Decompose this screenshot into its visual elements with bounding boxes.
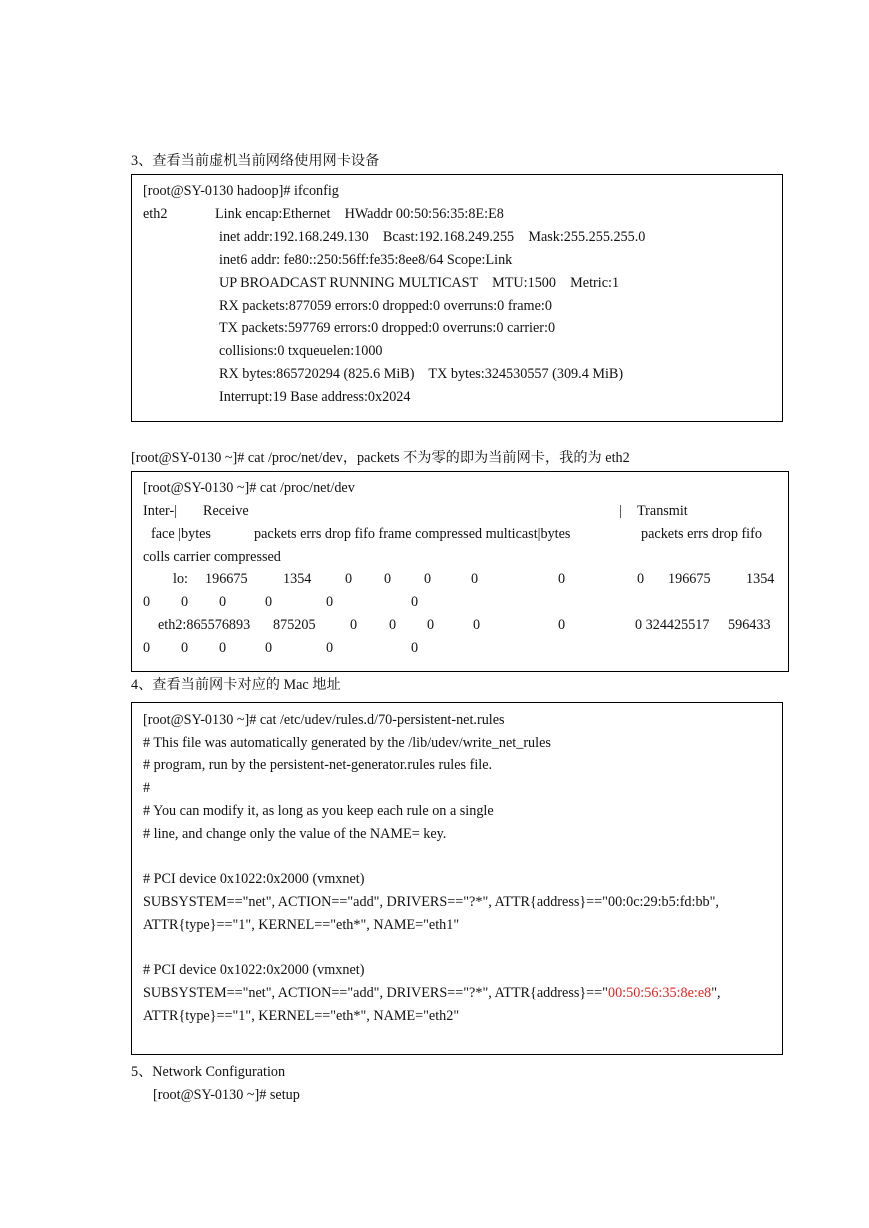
procnet-header-sep: | [619, 503, 622, 519]
ifconfig-line: inet6 addr: fe80::250:56ff:fe35:8ee8/64 Scope:Link [219, 252, 513, 268]
procnet-lo-cell: 1354 [746, 571, 775, 587]
rules-line: [root@SY-0130 ~]# cat /etc/udev/rules.d/70-persistent-net.rules [143, 712, 505, 728]
rule2-prefix: SUBSYSTEM=="net", ACTION=="add", DRIVERS=="?*", ATTR{address}==" [143, 985, 608, 1001]
procnet-eth2-cell: 0 [473, 617, 481, 633]
ifconfig-line: inet addr:192.168.249.130 Bcast:192.168.249.255 Mask:255.255.255.0 [219, 229, 646, 245]
rules-line: # program, run by the persistent-net-generator.rules rules file. [143, 757, 493, 773]
ifconfig-line: RX packets:877059 errors:0 dropped:0 overruns:0 frame:0 [219, 298, 552, 314]
rules-line: # This file was automatically generated by the /lib/udev/write_net_rules [143, 735, 551, 751]
procnet-lo2-cell: 0 [411, 594, 419, 610]
procnet-lo-cell: lo: [173, 571, 188, 587]
procnet-eth22-cell: 0 [265, 640, 273, 656]
rules-line-eth2 [143, 984, 721, 1002]
procnet-header2: face |bytes [151, 526, 211, 542]
procnet-lo-cell: 0 [345, 571, 353, 587]
procnet-lo2-cell: 0 [143, 594, 151, 610]
procnet-eth22-cell: 0 [411, 640, 419, 656]
procnet-eth2-cell: 596433 [728, 617, 771, 633]
procnet-header2: packets errs drop fifo [641, 526, 762, 542]
ifconfig-line: TX packets:597769 errors:0 dropped:0 overruns:0 carrier:0 [219, 320, 556, 336]
procnet-lo2-cell: 0 [219, 594, 227, 610]
section-5-heading: 5、Network Configuration [131, 1064, 286, 1080]
ifconfig-line: UP BROADCAST RUNNING MULTICAST MTU:1500 Metric:1 [219, 275, 620, 291]
procnet-lo2-cell: 0 [326, 594, 334, 610]
ifconfig-line: Interrupt:19 Base address:0x2024 [219, 389, 411, 405]
rules-line: # line, and change only the value of the NAME= key. [143, 826, 447, 842]
procnet-header-receive: Receive [203, 503, 249, 519]
procnet-header-transmit: Transmit [637, 503, 688, 519]
procnet-lo-cell: 0 [384, 571, 392, 587]
procnet-eth22-cell: 0 [143, 640, 151, 656]
procnet-eth2-cell: 0 [389, 617, 397, 633]
rule2-mac-address: 00:50:56:35:8e:e8 [607, 985, 712, 1001]
procnet-lo2-cell: 0 [181, 594, 189, 610]
procnet-eth22-cell: 0 [219, 640, 227, 656]
rules-line: ATTR{type}=="1", KERNEL=="eth*", NAME="eth1" [143, 917, 460, 933]
rule2-suffix: ", [711, 985, 721, 1001]
procnet-cmd: [root@SY-0130 ~]# cat /proc/net/dev [143, 480, 355, 496]
ifconfig-line: RX bytes:865720294 (825.6 MiB) TX bytes:324530557 (309.4 MiB) [219, 366, 624, 382]
procnet-lo-cell: 1354 [283, 571, 312, 587]
procnet-eth2-cell: 0 [558, 617, 566, 633]
rules-line: # You can modify it, as long as you keep each rule on a single [143, 803, 494, 819]
procnet-eth2-cell: eth2:865576893 [158, 617, 251, 633]
procnet-header3: colls carrier compressed [143, 549, 281, 565]
ifconfig-line: Link encap:Ethernet HWaddr 00:50:56:35:8E:E8 [215, 206, 504, 222]
procnet-lo-cell: 196675 [205, 571, 248, 587]
procnet-lo2-cell: 0 [265, 594, 273, 610]
procnet-header-inter: Inter-| [143, 503, 178, 519]
ifconfig-line: eth2 [143, 206, 168, 222]
setup-command: [root@SY-0130 ~]# setup [153, 1087, 300, 1103]
ifconfig-line: [root@SY-0130 hadoop]# ifconfig [143, 183, 339, 199]
rules-line: # PCI device 0x1022:0x2000 (vmxnet) [143, 962, 365, 978]
procnet-eth22-cell: 0 [181, 640, 189, 656]
rules-line: # PCI device 0x1022:0x2000 (vmxnet) [143, 871, 365, 887]
procnet-eth2-cell: 0 324425517 [635, 617, 710, 633]
section-3-heading: 3、查看当前虚机当前网络使用网卡设备 [131, 153, 380, 169]
rules-line: # [143, 780, 151, 796]
procnet-lo-cell: 0 [637, 571, 645, 587]
procnet-eth2-cell: 0 [427, 617, 435, 633]
procnet-eth22-cell: 0 [326, 640, 334, 656]
rules-line: SUBSYSTEM=="net", ACTION=="add", DRIVERS=="?*", ATTR{address}=="00:0c:29:b5:fd:bb", [143, 894, 719, 910]
section-4-heading: 4、查看当前网卡对应的 Mac 地址 [131, 677, 341, 693]
procnet-lo-cell: 0 [471, 571, 479, 587]
ifconfig-line: collisions:0 txqueuelen:1000 [219, 343, 383, 359]
procnet-header2: packets errs drop fifo frame compressed multicast|bytes [254, 526, 571, 542]
procnet-lo-cell: 0 [424, 571, 432, 587]
procnet-lo-cell: 0 [558, 571, 566, 587]
procnet-eth2-cell: 875205 [273, 617, 316, 633]
procnet-eth2-cell: 0 [350, 617, 358, 633]
procnet-lo-cell: 196675 [668, 571, 711, 587]
rules-line: ATTR{type}=="1", KERNEL=="eth*", NAME="eth2" [143, 1008, 460, 1024]
procnet-intro: [root@SY-0130 ~]# cat /proc/net/dev，packets 不为零的即为当前网卡，我的为 eth2 [131, 450, 630, 466]
